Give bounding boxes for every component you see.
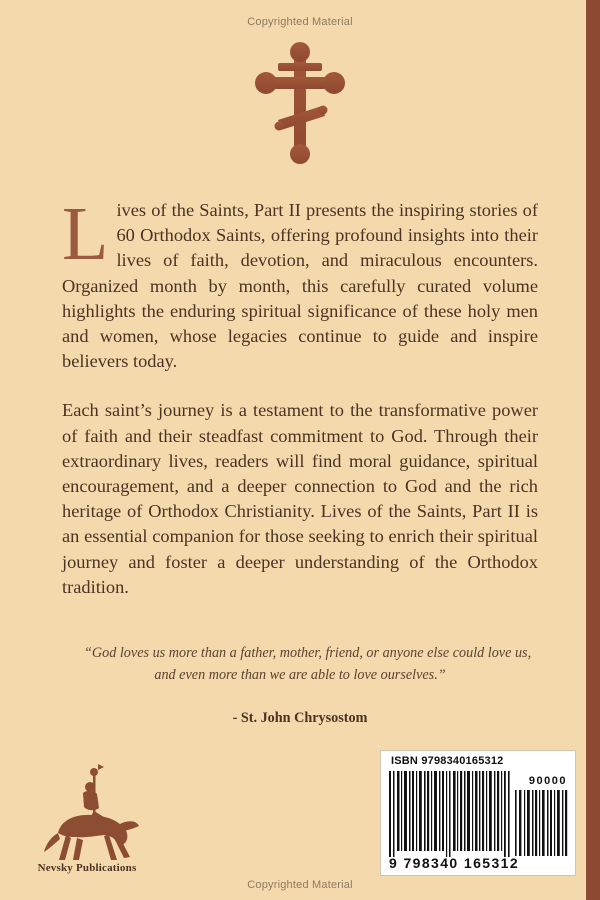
spine-edge [586, 0, 600, 900]
quote-author: - St. John Chrysostom [232, 710, 368, 726]
main-barcode-icon [389, 771, 513, 857]
quote-line-1: “God loves us more than a father, mother, friend, or anyone else could love us, [84, 645, 532, 661]
isbn-label: ISBN 9798340165312 [391, 755, 504, 767]
description-paragraph-1 [62, 192, 538, 374]
description [62, 192, 538, 624]
quote-line-2: and even more than we are able to love ourselves.” [154, 667, 446, 683]
drop-cap: L [62, 192, 109, 276]
barcode-digits: 9 798340 165312 [389, 855, 519, 871]
watermark-top: Copyrighted Material [247, 16, 353, 28]
supplement-barcode-icon [515, 790, 569, 856]
paragraph-1-text: ives of the Saints, Part II presents the inspiring stories of 60 Orthodox Saints, offering profound insights into their lives of faith, devotion, and miraculous encounters. Organized month by month, this carefully curated volume highlights the enduring spiritual significance of these holy men and women, whose legacies continue to guide and inspire believers today. [62, 200, 538, 372]
publisher-name: Nevsky Publications [37, 862, 137, 874]
description-paragraph-2: Each saint’s journey is a testament to the transformative power of faith and their steadfast commitment to God. Through their extraordinary lives, readers will find moral guidance, spiritual encouragement, and a deeper connection to God and the rich heritage of Orthodox Christianity. Lives of the Saints, Part II is an essential companion for those seeking to enrich their spiritual journey and foster a deeper understanding of the Orthodox tradition. [62, 400, 538, 597]
isbn-barcode [380, 750, 576, 876]
quote-block [84, 642, 532, 686]
orthodox-cross-icon [254, 42, 346, 166]
saint-on-horse-icon [36, 756, 146, 874]
supplement-code: 90000 [528, 775, 567, 787]
watermark-bottom: Copyrighted Material [247, 879, 353, 891]
